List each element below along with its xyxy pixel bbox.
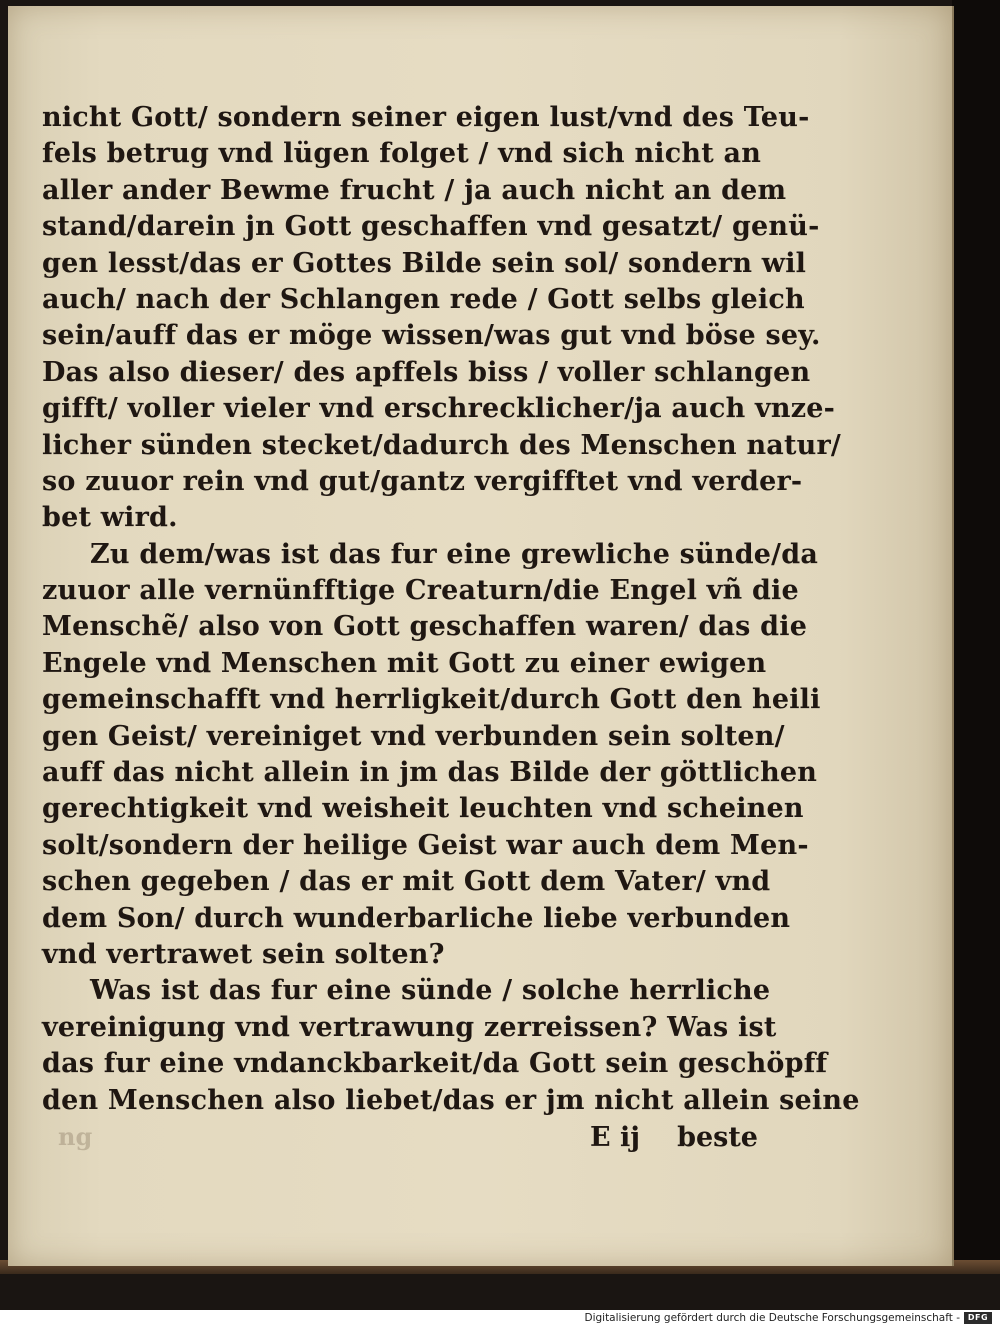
- text-line: Zu dem/was ist das fur eine grewliche sünde/da: [90, 538, 819, 570]
- page-catchline: [42, 1120, 764, 1156]
- text-line: Das also dieser/ des apffels biss / voller schlangen: [42, 356, 811, 388]
- text-line: solt/sondern der heilige Geist war auch dem Men-: [42, 829, 809, 861]
- text-line: bet wird.: [42, 502, 178, 534]
- footer-credit: Digitalisierung gefördert durch die Deutsche Forschungsgemeinschaft -: [584, 1312, 960, 1324]
- text-line: auch/ nach der Schlangen rede / Gott selbs gleich: [42, 283, 805, 315]
- text-line: sein/auff das er möge wissen/was gut vnd böse sey.: [42, 320, 821, 352]
- text-line: auff das nicht allein in jm das Bilde der göttlichen: [42, 757, 818, 789]
- signature-mark: E ij: [590, 1122, 641, 1153]
- text-line: vnd vertrawet sein solten?: [42, 938, 445, 970]
- text-line: das fur eine vndanckbarkeit/da Gott sein geschöpff: [42, 1048, 828, 1080]
- text-line: licher sünden stecket/dadurch des Menschen natur/: [42, 429, 841, 461]
- text-line: Menschẽ/ also von Gott geschaffen waren/ das die: [42, 611, 808, 643]
- text-line: so zuuor rein vnd gut/gantz vergifftet vnd verder-: [42, 465, 803, 497]
- text-line: dem Son/ durch wunderbarliche liebe verbunden: [42, 902, 791, 934]
- text-line: nicht Gott/ sondern seiner eigen lust/vnd des Teu-: [42, 102, 810, 133]
- footer-bar: [0, 1310, 1000, 1327]
- bleed-through-mark: ng: [58, 1122, 93, 1151]
- catchword: beste: [677, 1122, 758, 1153]
- page-edge-right: [952, 0, 1000, 1274]
- text-line: Was ist das fur eine sünde / solche herrliche: [90, 975, 771, 1007]
- text-line: aller ander Bewme frucht / ja auch nicht an dem: [42, 174, 787, 206]
- text-line: fels betrug vnd lügen folget / vnd sich nicht an: [42, 138, 762, 170]
- page-text-block: [42, 100, 860, 1119]
- text-line: schen gegeben / das er mit Gott dem Vater/ vnd: [42, 866, 771, 898]
- text-line: gifft/ voller vieler vnd erschrecklicher/ja auch vnze-: [42, 393, 836, 425]
- text-line: Engele vnd Menschen mit Gott zu einer ewigen: [42, 647, 767, 679]
- text-line: stand/darein jn Gott geschaffen vnd gesatzt/ genü-: [42, 211, 820, 243]
- text-line: gen lesst/das er Gottes Bilde sein sol/ sondern wil: [42, 247, 807, 279]
- text-line: gen Geist/ vereiniget vnd verbunden sein solten/: [42, 720, 785, 752]
- text-line: zuuor alle vernünfftige Creaturn/die Engel vñ die: [42, 575, 799, 607]
- text-line: gemeinschafft vnd herrligkeit/durch Gott den heili: [42, 684, 821, 716]
- text-line: gerechtigkeit vnd weisheit leuchten vnd scheinen: [42, 793, 804, 825]
- text-line: den Menschen also liebet/das er jm nicht allein seine: [42, 1084, 860, 1116]
- text-line: vereinigung vnd vertrawung zerreissen? Was ist: [42, 1011, 777, 1043]
- dfg-logo: DFG: [964, 1312, 992, 1324]
